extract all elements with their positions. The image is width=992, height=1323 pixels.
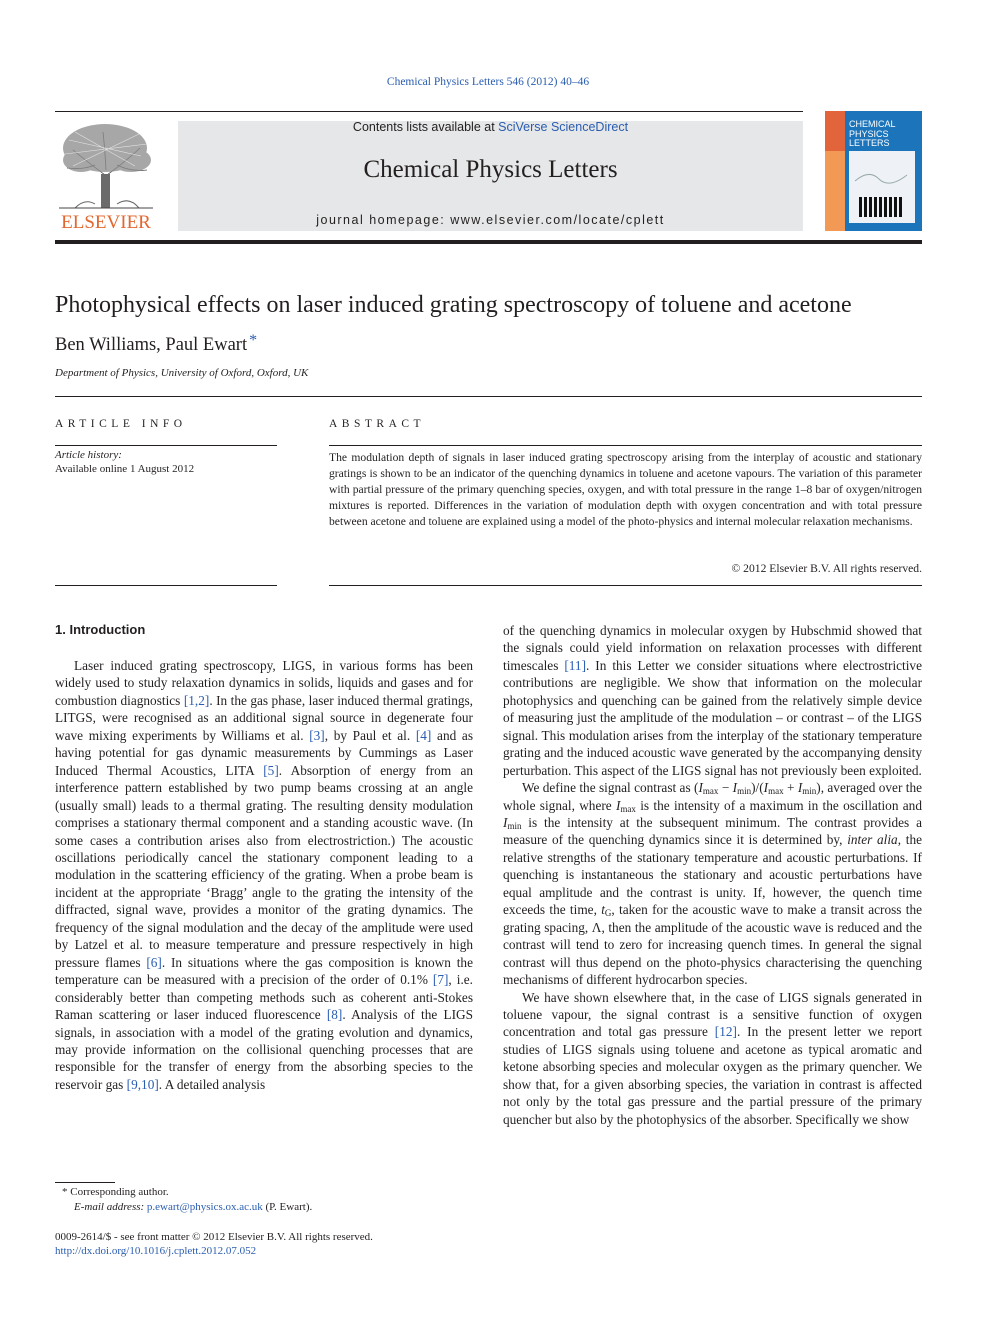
authors (55, 332, 258, 356)
abstract-heading: ABSTRACT (329, 418, 426, 430)
cover-stripe-light (825, 151, 845, 231)
cover-title-line: LETTERS (849, 138, 890, 148)
math-sub: G (604, 908, 612, 919)
footnote-mark: * (62, 1186, 68, 1198)
math-var: I (615, 797, 621, 813)
math-sub: min (802, 786, 817, 797)
text-run: , the relative strengths of the stationary temperature and acoustic perturbations. If quenching is instantaneous the stationary and acoustic perturbations have equal amplitude and the contrast is unity. If, however, the quench time exceeds the time, (503, 832, 922, 918)
section-heading-introduction: 1. Introduction (55, 622, 146, 637)
paragraph (503, 989, 922, 1129)
text-run: ), averaged over the whole signal, where (503, 780, 922, 813)
footnote-rule (55, 1182, 115, 1183)
header-top-rule (55, 111, 803, 112)
math-var: I (698, 780, 703, 796)
article-info-rule-top (55, 445, 277, 446)
contents-line (178, 120, 803, 134)
cover-title-line: CHEMICAL (849, 119, 896, 129)
citation-link[interactable]: [8] (326, 1007, 343, 1023)
paper-title: Photophysical effects on laser induced grating spectroscopy of toluene and acetone (55, 292, 852, 318)
footnote-email (74, 1201, 312, 1213)
cover-graphic-icon (849, 151, 915, 223)
math-var: I (732, 780, 738, 796)
doi-link[interactable]: http://dx.doi.org/10.1016/j.cplett.2012.07.052 (55, 1245, 257, 1257)
citation-link[interactable]: [1,2] (183, 692, 210, 708)
paragraph (503, 779, 922, 988)
cover-image (849, 151, 915, 223)
math-var: I (763, 780, 769, 796)
italic-text: inter alia (847, 832, 898, 848)
sciencedirect-link[interactable]: SciVerse ScienceDirect (498, 120, 629, 134)
text-run: . In situations where the gas composition is known the temperature can be measured with a precision of the order of 0.1% (55, 954, 473, 988)
text-run: )/( (751, 780, 764, 796)
citation-link[interactable]: [4] (415, 727, 432, 743)
author-names: Ben Williams, Paul Ewart (55, 335, 248, 355)
cover-title (849, 120, 896, 149)
citation-link[interactable]: [6] (146, 954, 162, 970)
citation-link[interactable]: [11] (564, 657, 587, 673)
footnote-text: Corresponding author. (70, 1186, 169, 1198)
article-history-label: Article history: (55, 449, 122, 461)
abstract-copyright: © 2012 Elsevier B.V. All rights reserved. (731, 562, 922, 575)
text-run: of the quenching dynamics in molecular oxygen by Hubschmid showed that the signals could yield information on relaxation processes with different timescales (503, 623, 922, 673)
text-run: and as having potential for gas dynamic measurements by Cummings as Laser Induced Thermal Acoustics, LITA (55, 727, 473, 778)
text-run: . Absorption of energy from an interference pattern established by two pump beams crossing at an angle (usually small) leads to a thermal grating. The resulting density modulation comprises a stationary thermal component and a standing acoustic wave. (In some cases a contribution arises also from electrostriction.) The acoustic oscillations periodically cancel the stationary component leading to a modulation in the scattering efficiency of the grating. When a probe beam is incident at the appropriate ‘Bragg’ angle to the grating the intensity of the diffracted, signal wave, provides a monitor of the grating dynamics. The frequency of the signal modulation and the decay of the amplitude were used by Latzel et al. to measure temperature and pressure respectively in high pressure flames (55, 762, 473, 970)
math-var: t (601, 902, 605, 918)
math-sub: min (737, 786, 752, 797)
citation-link[interactable]: [7] (432, 972, 449, 988)
text-run: . In this Letter we consider situations where electrostrictive contributions are negligible. We show that information on the molecular photophysics and quenching can be gained from the relatively simple device of measuring just the amplitude of the modulation – or contrast – of the LIGS signal. This modulation arises from the interplay of the stationary temperature grating and the induced acoustic wave generated by the accompanying density perturbation. This aspect of the LIGS signal has not previously been exploited. (503, 657, 922, 778)
citation-link[interactable]: [3] (309, 727, 325, 743)
abstract-rule-top (329, 445, 922, 446)
journal-homepage[interactable]: journal homepage: www.elsevier.com/locate/cplett (316, 213, 665, 227)
abstract-rule-bottom (329, 585, 922, 586)
text-run: We have shown elsewhere that, in the case of LIGS signals generated in toluene vapour, the signal contrast is a sensitive function of oxygen concentration and total gas pressure (503, 989, 922, 1040)
text-run: , i.e. considerably better than competing methods such as coherent anti-Stokes Raman scattering or laser induced fluorescence (55, 972, 473, 1023)
right-column (503, 622, 922, 1128)
text-run: + (783, 780, 798, 796)
cover-title-line: PHYSICS (849, 128, 889, 139)
paragraph (55, 657, 473, 1093)
text-run: We define the signal contrast as ( (522, 780, 699, 796)
article-info-rule-bottom (55, 585, 277, 586)
citation-link[interactable]: [5] (263, 762, 279, 778)
abstract-text: The modulation depth of signals in laser induced grating spectroscopy arising from the interplay of acoustic and stationary gratings is shown to be an indicator of the quenching dynamics in toluene and acetone vapours. The variation of this parameter with partial pressure of the primary quenching species, oxygen, and with total pressure in the range 1–8 bar of oxygen/nitrogen mixtures is reported. Differences in the variation of modulation depth with oxygen concentration and with total pressure between acetone and toluene are explained using a model of the photo-physics and internal molecular relaxation mechanisms. (329, 451, 922, 528)
text-run: , by Paul et al. (324, 727, 416, 743)
text-run: . In the gas phase, laser induced thermal gratings, LITGS, were recognised as an additional signal source in degenerate four wave mixing experiments by Williams et al. (55, 692, 474, 743)
header-thick-rule (55, 240, 922, 244)
email-label: E-mail address: (74, 1201, 145, 1213)
text-run: is the intensity at the subsequent minimum. The contrast provides a measure of the quenching dynamics since it is determined by, (503, 814, 922, 848)
math-sub: max (702, 786, 719, 797)
elsevier-logo (55, 120, 157, 232)
text-run: − (718, 780, 733, 796)
title-rule (55, 396, 922, 397)
text-run: is the intensity of a maximum in the oscillation and (635, 797, 922, 813)
affiliation: Department of Physics, University of Oxford, Oxford, UK (55, 367, 309, 379)
math-sub: max (620, 803, 636, 814)
text-run: . In the present letter we report studies of LIGS signals using toluene and acetone as typical aromatic and ketone absorbing species and molecular oxygen as the primary quencher. We show that, for a given absorbing species, the variation in contrast is affected not only by the total gas pressure and the partial pressure of the primary quencher but also by the photophysics of the absorber. Specifically we show (503, 1024, 923, 1127)
issn-line: 0009-2614/$ - see front matter © 2012 Elsevier B.V. All rights reserved. (55, 1231, 373, 1243)
footnote-corresponding (62, 1186, 169, 1198)
math-var: I (503, 814, 508, 830)
contents-prefix: Contents lists available at (352, 120, 499, 134)
math-sub: min (507, 820, 522, 831)
journal-reference[interactable]: Chemical Physics Letters 546 (2012) 40–46 (386, 76, 590, 88)
paragraph (503, 622, 922, 779)
corresponding-author-mark[interactable]: * (249, 332, 258, 349)
text-run: Laser induced grating spectroscopy, LIGS, in various forms has been widely used to study relaxation dynamics in solids, liquids and gases and for combustion diagnostics (55, 658, 473, 708)
article-info-heading: ARTICLE INFO (55, 418, 187, 430)
journal-cover (825, 111, 922, 231)
email-suffix: (P. Ewart). (262, 1201, 313, 1213)
left-column (55, 657, 473, 1093)
article-history-value: Available online 1 August 2012 (55, 463, 195, 475)
text-run: . Analysis of the LIGS signals, in association with a model of the grating evolution and dynamics, may provide information on the collisional quenching processes that are responsible for the transfer of energy from the absorbing species to the reservoir gas (55, 1007, 473, 1092)
citation-link[interactable]: [12] (714, 1024, 737, 1040)
email-link[interactable]: p.ewart@physics.ox.ac.uk (146, 1201, 263, 1213)
math-sub: max (768, 786, 784, 797)
citation-link[interactable]: [9,10] (126, 1076, 159, 1092)
journal-title: Chemical Physics Letters (363, 156, 618, 183)
math-var: I (797, 780, 803, 796)
text-run: , taken for the acoustic wave to make a transit across the grating spacing, Λ, then the amplitude of the acoustic wave is reduced and the contrast will tend to zero for increasing quench times. In general the signal contrast will thus depend on the photo-physics characterising the quenching mechanisms of different hydrocarbon species. (503, 902, 922, 988)
elsevier-wordmark: ELSEVIER (61, 212, 151, 233)
text-run: . A detailed analysis (158, 1076, 266, 1092)
